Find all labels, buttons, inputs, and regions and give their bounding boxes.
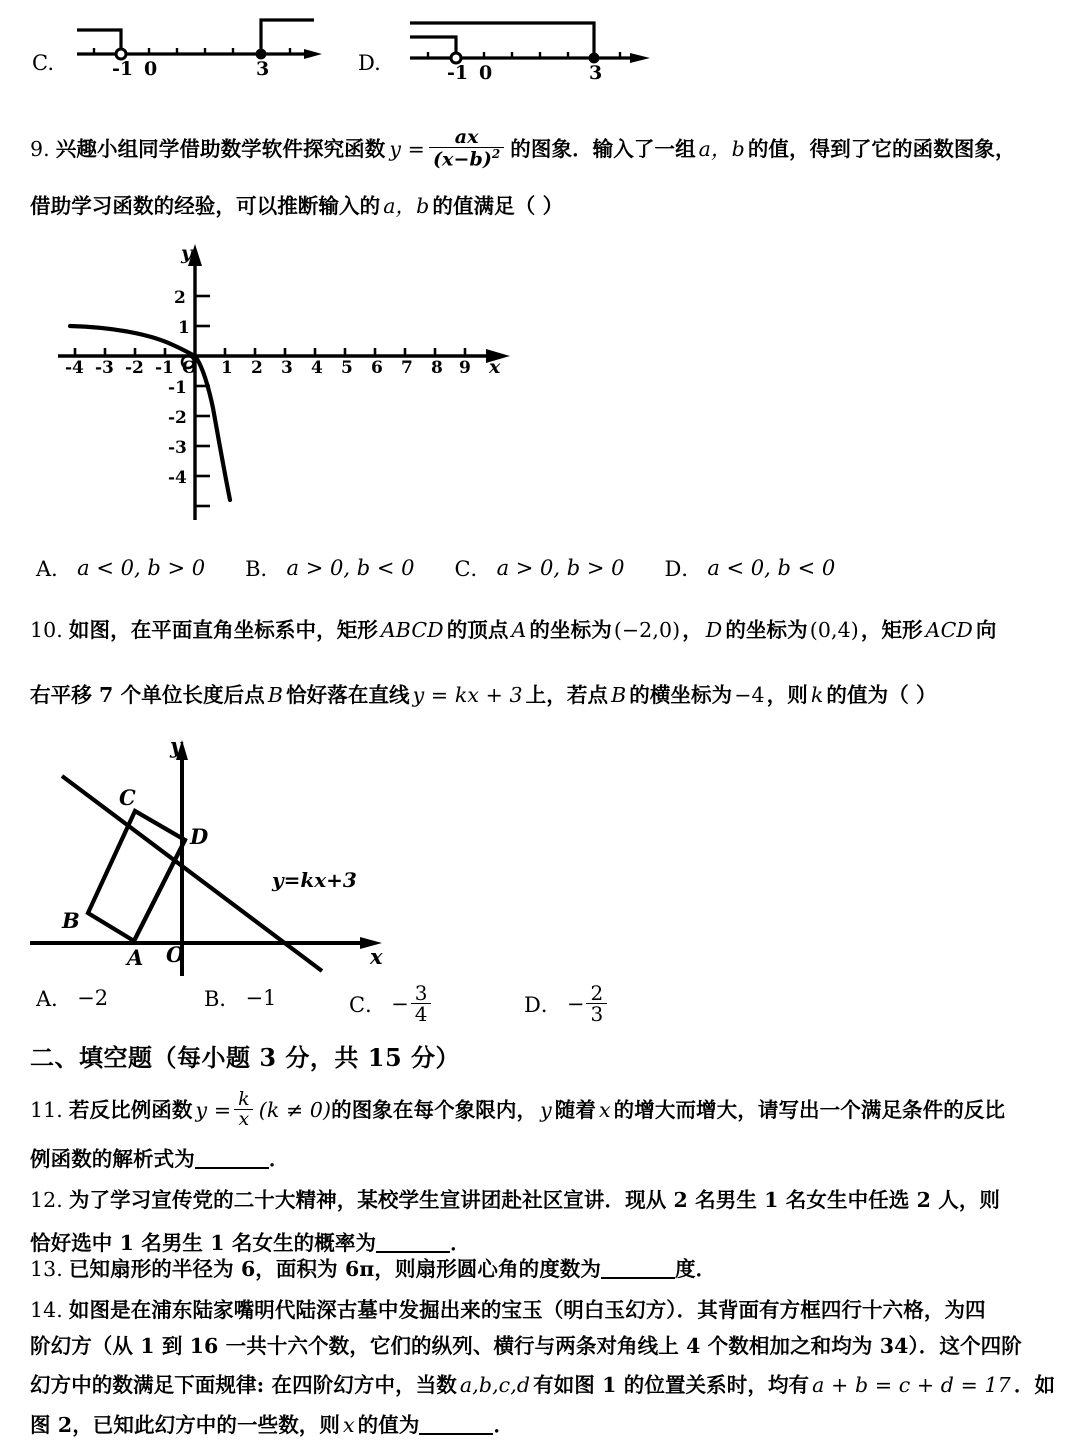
question-9-option-c-text: a > 0, b > 0	[496, 556, 625, 580]
option-c-numberline-figure	[32, 6, 362, 88]
question-9-options	[36, 553, 835, 583]
q10-vertex-label-b: B	[62, 908, 80, 933]
question-11-var-y: y	[540, 1097, 552, 1122]
question-14-line-1	[30, 1300, 986, 1321]
question-10-option-d-denominator: 3	[586, 1003, 607, 1024]
question-9-formula-exponent: 2	[491, 147, 501, 162]
q9-xtick-1: 1	[221, 358, 233, 378]
option-d-tick-label-zero: 0	[479, 62, 493, 84]
question-10-option-d-letter: D．	[524, 992, 562, 1017]
q9-xtick--4: -4	[65, 358, 84, 378]
question-14-equation: a + b = c + d = 17	[812, 1373, 1011, 1397]
question-9-formula-denominator: $(x-b)^2$	[429, 147, 504, 170]
q10-line-label: y=kx+3	[272, 868, 357, 892]
question-10-vertex-b: B	[267, 683, 284, 707]
question-9-option-b-letter: B．	[245, 557, 282, 581]
question-14-text-f: 图 2，已知此幻方中的一些数，则	[30, 1412, 340, 1437]
question-10-option-c-numerator: 3	[414, 981, 428, 1005]
question-10-option-c-letter: C．	[349, 992, 387, 1017]
question-14-text-d: 有如图 1 的位置关系时，均有	[533, 1373, 810, 1397]
option-c-svg	[32, 6, 362, 88]
question-9-vars-1: a，b	[698, 136, 745, 161]
question-10-line-1	[30, 620, 997, 641]
question-10-text-i: 恰好落在直线	[286, 683, 410, 707]
question-10-text-e: 的坐标为	[725, 618, 808, 642]
question-14-answer-blank[interactable]	[419, 1414, 493, 1435]
question-10-text-b: 的顶点	[446, 618, 509, 642]
question-13-text-a: 已知扇形的半径为 6，面积为 6π，则扇形圆心角的度数为	[68, 1256, 602, 1281]
question-9-option-b-text: a > 0, b < 0	[286, 556, 415, 580]
question-9-option-c-letter: C．	[454, 557, 492, 581]
question-11-formula-numerator: k	[238, 1088, 250, 1110]
question-12-answer-blank[interactable]	[376, 1232, 450, 1253]
question-9-option-c[interactable]	[454, 553, 624, 583]
question-13-number: 13.	[30, 1256, 63, 1281]
question-10-k-symbol: k	[810, 683, 824, 707]
question-10-vertex-d: D	[705, 618, 723, 642]
question-10-figure	[22, 728, 422, 983]
question-11-line-2	[30, 1148, 289, 1169]
question-14-var-x: x	[343, 1412, 355, 1437]
question-9-text-c: 的值，得到了它的函数图象，	[747, 136, 1016, 161]
question-10-line-2	[30, 685, 937, 706]
question-11-condition: (k ≠ 0)	[258, 1097, 332, 1122]
question-11-text-c: 随着	[554, 1097, 596, 1122]
question-11-formula	[196, 1090, 256, 1130]
question-13-answer-blank[interactable]	[601, 1258, 675, 1279]
question-9-number: 9.	[30, 136, 50, 161]
question-11-line-1	[30, 1090, 1005, 1130]
option-d-svg	[358, 6, 688, 88]
q10-y-axis-label: y	[170, 733, 183, 758]
question-10-coord-d: (0,4)	[809, 618, 859, 642]
question-14-line-3	[30, 1375, 1055, 1396]
question-9-text-b: 的图象．输入了一组	[510, 136, 696, 161]
question-11-number: 11.	[30, 1097, 63, 1122]
question-9-text-d: 借助学习函数的经验，可以推断输入的	[30, 194, 381, 218]
question-10-x-coord-value: −4	[734, 683, 765, 707]
question-10-text-l: ，则	[766, 683, 808, 707]
question-10-option-c-sign: −	[391, 991, 409, 1016]
q9-xtick--3: -3	[95, 358, 114, 378]
question-13-line-1	[30, 1258, 716, 1279]
question-9-option-d-letter: D．	[664, 557, 703, 581]
q9-y-axis-label: y	[181, 242, 193, 264]
question-10-vertex-a: A	[511, 618, 527, 642]
question-9-vars-2: a，b	[383, 194, 430, 218]
question-14-line-4	[30, 1414, 514, 1435]
option-d-letter: D.	[358, 51, 381, 75]
question-9-text-e: 的值满足（ ）	[432, 194, 564, 218]
question-10-text-m: 的值为（ ）	[826, 683, 937, 707]
q9-x-axis-label: x	[489, 356, 501, 378]
section-two-heading: 二、填空题（每小题 3 分，共 15 分）	[30, 1043, 461, 1072]
question-10-option-c[interactable]	[349, 983, 524, 1025]
q9-xtick-2: 2	[251, 358, 263, 378]
q9-xtick--2: -2	[125, 358, 144, 378]
question-9-figure	[48, 238, 518, 528]
option-c-tick-label-three: 3	[256, 58, 270, 80]
question-9-option-b[interactable]	[245, 553, 414, 583]
question-11-var-x: x	[598, 1097, 611, 1122]
question-10-number: 10.	[30, 618, 63, 642]
q9-xtick-6: 6	[371, 358, 383, 378]
option-c-tick-label-neg1: -1	[112, 58, 134, 80]
question-10-option-b-text: −1	[245, 986, 277, 1010]
question-10-rect-acd: ACD	[925, 618, 973, 642]
question-9-graph-svg	[48, 238, 518, 528]
option-c-letter: C.	[32, 51, 54, 75]
q9-xtick-3: 3	[281, 358, 293, 378]
q9-ytick-1: 1	[178, 318, 190, 338]
q9-ytick-2: 2	[174, 288, 186, 308]
question-10-text-k: 的横坐标为	[629, 683, 733, 707]
question-12-period: ．	[450, 1230, 471, 1255]
question-10-option-d-sign: −	[566, 991, 585, 1016]
q9-xtick-8: 8	[431, 358, 443, 378]
question-10-geometry-svg	[22, 728, 422, 983]
question-11-text-b: 的图象在每个象限内，	[331, 1097, 538, 1122]
question-9-option-d[interactable]	[665, 553, 836, 583]
option-c-tick-label-zero: 0	[144, 58, 158, 80]
option-d-numberline-figure	[358, 6, 688, 88]
q9-origin-label: O	[182, 358, 197, 378]
option-d-tick-label-three: 3	[589, 62, 603, 84]
question-12-text-a: 为了学习宣传党的二十大精神，某校学生宣讲团赴社区宣讲．现从 2 名男生 1 名女生中任选 2 人，则	[68, 1188, 1001, 1212]
q10-x-axis-label: x	[370, 944, 383, 969]
question-10-option-a[interactable]	[36, 983, 204, 1013]
question-10-option-b-letter: B．	[204, 987, 241, 1011]
question-14-period: ．	[493, 1412, 515, 1437]
question-11-formula-denominator: x	[234, 1109, 253, 1129]
question-12-text-b: 恰好选中 1 名男生 1 名女生的概率为	[30, 1230, 377, 1255]
question-10-vertex-b2: B	[611, 683, 627, 707]
question-10-text-d: ，	[682, 618, 703, 642]
q9-ytick--2: -2	[168, 408, 187, 428]
question-10-text-c: 的坐标为	[529, 618, 612, 642]
question-14-vars: a,b,c,d	[459, 1373, 531, 1397]
question-12-line-2	[30, 1232, 471, 1253]
question-10-text-h: 右平移 7 个单位长度后点	[30, 683, 265, 707]
question-10-option-b[interactable]	[204, 983, 349, 1013]
question-9-formula	[389, 128, 506, 170]
q9-xtick-9: 9	[459, 358, 471, 378]
question-11-text-e: 例函数的解析式为	[30, 1146, 195, 1171]
question-12-line-1	[30, 1190, 1000, 1211]
q10-vertex-label-c: C	[119, 785, 136, 810]
question-9-line-1	[30, 128, 1016, 170]
question-9-option-a-letter: A．	[36, 557, 73, 581]
question-11-text-a: 若反比例函数	[68, 1097, 193, 1122]
question-9-option-d-text: a < 0, b < 0	[707, 556, 836, 580]
q10-origin-label: O	[166, 942, 185, 967]
question-14-number: 14.	[30, 1298, 63, 1322]
question-9-formula-lhs: y =	[389, 136, 425, 161]
question-10-rect-name: ABCD	[380, 618, 444, 642]
q9-xtick-7: 7	[401, 358, 413, 378]
q9-ytick--1: -1	[168, 378, 187, 398]
question-12-number: 12.	[30, 1188, 63, 1212]
question-10-option-d-numerator: 2	[590, 981, 604, 1005]
question-14-text-g: 的值为	[357, 1412, 420, 1437]
question-14-line-2	[30, 1336, 1022, 1357]
question-14-text-a: 如图是在浦东陆家嘴明代陆深古墓中发掘出来的宝玉（明白玉幻方）．其背面有方框四行十六格，为四	[68, 1298, 986, 1322]
question-9-line-2	[30, 196, 563, 217]
question-13-text-b: 度．	[675, 1256, 717, 1281]
question-14-text-e: ．如	[1013, 1373, 1056, 1397]
question-11-answer-blank[interactable]	[195, 1148, 269, 1169]
question-10-option-c-denominator: 4	[411, 1003, 432, 1024]
q10-vertex-label-d: D	[190, 824, 209, 849]
question-11-text-d: 的增大而增大，请写出一个满足条件的反比	[613, 1097, 1006, 1122]
question-9-text-a: 兴趣小组同学借助数学软件探究函数	[55, 136, 386, 161]
question-10-line-equation: y = kx + 3	[412, 683, 523, 707]
q9-ytick--3: -3	[168, 438, 187, 458]
question-10-coord-a: (−2,0)	[613, 618, 681, 642]
question-9-formula-numerator: ax	[454, 126, 479, 148]
q9-ytick--4: -4	[168, 468, 187, 488]
q10-vertex-label-a: A	[127, 945, 144, 970]
question-10-option-a-text: −2	[77, 986, 109, 1010]
question-14-text-b: 阶幻方（从 1 到 16 一共十六个数，它们的纵列、横行与两条对角线上 4 个数相加之和均为 34）．这个四阶	[30, 1334, 1022, 1358]
question-11-period: ．	[268, 1146, 290, 1171]
question-10-text-a: 如图，在平面直角坐标系中，矩形	[68, 618, 378, 642]
q9-xtick-5: 5	[341, 358, 353, 378]
q9-xtick-4: 4	[311, 358, 323, 378]
question-10-option-a-letter: A．	[36, 987, 73, 1011]
q9-xtick--1: -1	[155, 358, 174, 378]
question-10-text-g: 向	[975, 618, 997, 642]
question-9-option-a[interactable]	[36, 553, 205, 583]
question-10-text-f: ，矩形	[860, 618, 923, 642]
question-10-option-d[interactable]	[524, 983, 609, 1025]
option-d-tick-label-neg1: -1	[447, 62, 469, 84]
question-10-text-j: 上，若点	[525, 683, 609, 707]
question-10-options	[36, 983, 609, 1025]
question-9-option-a-text: a < 0, b > 0	[77, 556, 206, 580]
question-14-text-c: 幻方中的数满足下面规律: 在四阶幻方中，当数	[30, 1373, 457, 1397]
question-11-formula-lhs: y =	[195, 1097, 232, 1122]
